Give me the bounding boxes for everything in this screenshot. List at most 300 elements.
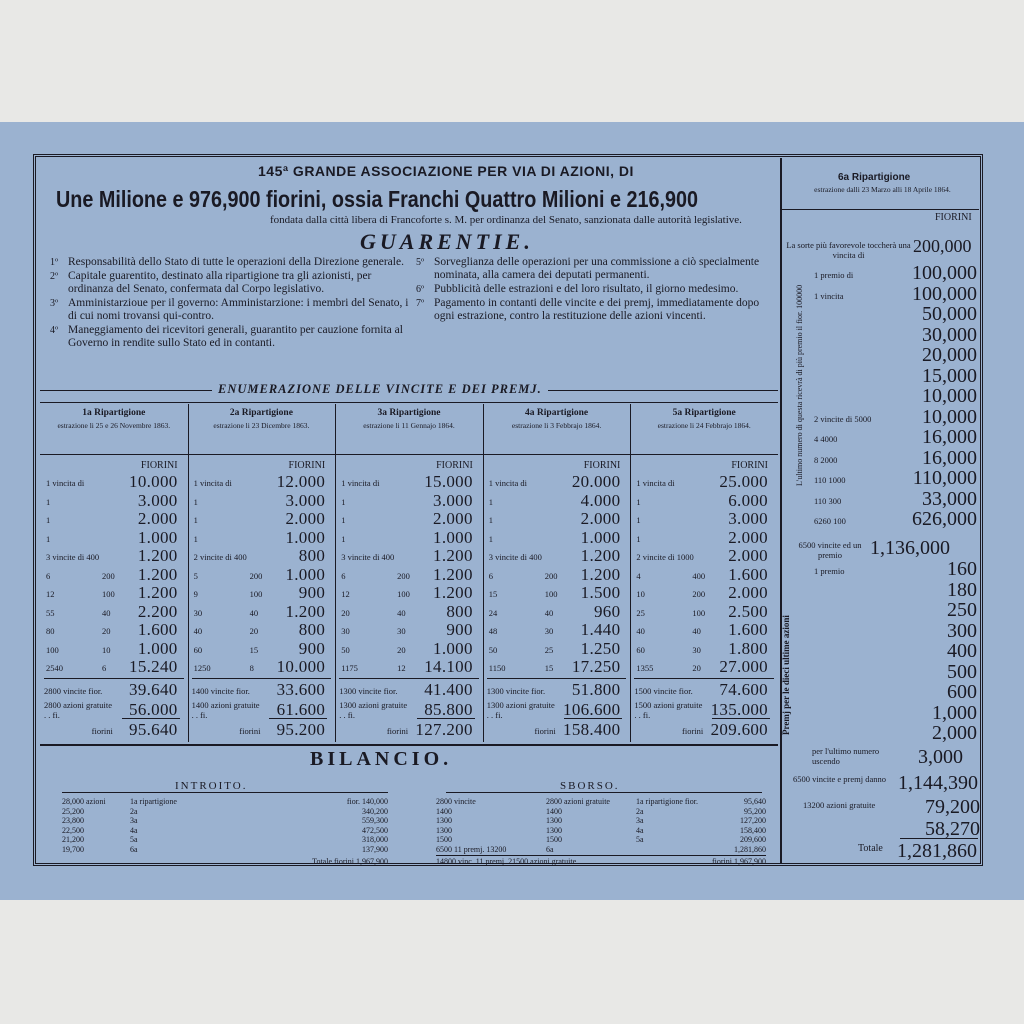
row-amount: 2.000 — [728, 583, 768, 602]
row-label: 24 — [488, 607, 498, 618]
row-label: 1 — [636, 515, 641, 525]
sixth-last-amount: 600 — [947, 681, 977, 703]
introito-rip: 4a — [130, 825, 138, 835]
row-unit: 100 — [544, 589, 558, 599]
ripartigione-name: 4a Ripartigione — [525, 408, 589, 418]
row-label: 1 vincita di — [193, 478, 232, 488]
row-unit: 200 — [397, 570, 410, 581]
row-label: 1150 — [488, 663, 506, 673]
row-unit: 8 — [249, 663, 254, 673]
total-amount: 127.200 — [415, 720, 473, 739]
total-amount: 209.600 — [710, 720, 768, 739]
rule — [335, 454, 483, 455]
row-amount: 1.600 — [137, 620, 178, 639]
row-amount: 2.000 — [728, 546, 768, 565]
row-unit: 40 — [249, 607, 259, 618]
introito-amount: 318,000 — [362, 835, 388, 844]
sborso-vincite: 1500 — [436, 835, 452, 844]
row-label: 30 — [193, 607, 203, 618]
rule — [564, 718, 622, 719]
guarantees-right-column — [416, 256, 771, 324]
row-label: 6 — [46, 570, 51, 581]
sixth-row-amount: 50,000 — [922, 303, 977, 325]
total-label: fiorini — [239, 726, 261, 736]
rule — [634, 678, 774, 679]
sborso-azioni: 1400 — [546, 806, 562, 816]
sum1-label: 2800 vincite fior. — [44, 686, 103, 696]
row-label: 1 vincita di — [341, 478, 380, 488]
row-label: 1 — [488, 496, 494, 507]
guarantee-text: Responsabilità dello Stato di tutte le operazioni della Direzione generale. — [68, 256, 404, 268]
row-amount: 900 — [446, 620, 473, 639]
row-label: 1 — [193, 496, 198, 507]
row-unit: 25 — [544, 644, 554, 655]
row-unit: 40 — [544, 607, 554, 618]
rule — [483, 454, 631, 455]
row-label: 40 — [193, 626, 203, 636]
row-unit: 6 — [101, 663, 107, 673]
rule — [188, 454, 336, 455]
row-amount: 1.800 — [728, 638, 768, 658]
row-label: 1250 — [193, 663, 211, 673]
sixth-last-uscendo: 3,000 — [918, 746, 963, 768]
sborso-rip: 5a — [636, 835, 644, 844]
sixth-row-label: 6260 100 — [814, 516, 846, 526]
sixth-row-amount: 16,000 — [922, 446, 977, 469]
ripartigione-name: 3a Ripartigione — [377, 408, 441, 418]
rule — [44, 678, 184, 679]
row-amount: 1.250 — [580, 638, 621, 658]
introito-azioni: 21,200 — [62, 835, 84, 844]
row-amount: 1.000 — [285, 564, 326, 584]
sixth-gratuite: 79,200 — [925, 796, 980, 818]
row-amount: 6.000 — [728, 490, 768, 510]
row-amount: 17.250 — [571, 657, 621, 676]
row-amount: 1.600 — [728, 620, 768, 639]
row-amount: 1.000 — [433, 638, 473, 658]
row-amount: 2.000 — [433, 509, 473, 528]
ripartigione-date: estrazione li 25 e 26 Novembre 1863. — [57, 421, 171, 430]
ripartigione-name: 5a Ripartigione — [672, 408, 736, 418]
sum1-label: 1300 vincite fior. — [339, 686, 398, 696]
row-amount: 800 — [298, 546, 326, 565]
row-unit: 40 — [397, 607, 406, 618]
row-unit: 20 — [397, 644, 406, 655]
row-amount: 3.000 — [728, 509, 768, 528]
sixth-last-amount: 400 — [947, 640, 977, 662]
fiorini-label: FIORINI — [583, 460, 621, 471]
sborso-vincite: 6500 11 premj. 13200 — [436, 844, 507, 854]
row-amount: 20.000 — [571, 472, 621, 491]
total-label: fiorini — [91, 726, 113, 736]
guarantee-number: 5º — [416, 257, 425, 268]
row-label: 1175 — [341, 663, 358, 673]
sborso-vincite: 1400 — [436, 806, 452, 816]
row-label: 2 vincite di 1000 — [636, 552, 694, 562]
row-label: 1 — [488, 533, 494, 544]
sixth-vertical-note: L'ultimo numero di questa ricevrà di più premio il fior. 100000 — [795, 284, 804, 486]
sborso-rip: 4a — [636, 825, 644, 835]
rule — [40, 454, 188, 455]
introito-azioni: 19,700 — [62, 844, 84, 854]
guarantee-number: 3º — [50, 298, 59, 309]
introito-azioni: 22,500 — [62, 825, 84, 835]
rule — [339, 678, 479, 679]
row-amount: 1.200 — [580, 546, 621, 565]
introito-heading: INTROITO. — [175, 780, 248, 792]
sixth-row-label: 110 1000 — [814, 475, 846, 485]
row-label: 55 — [46, 607, 55, 618]
row-unit: 10 — [101, 644, 111, 655]
row-unit: 30 — [544, 626, 554, 636]
sixth-last-amount: 500 — [947, 660, 977, 683]
sixth-vertical-last: Premj per le dieci ultime azioni — [781, 615, 791, 735]
sixth-danno-label: 6500 vincite e premj danno — [793, 774, 887, 784]
row-label: 50 — [488, 644, 498, 655]
introito-amount: fior. 140,000 — [346, 797, 388, 806]
sum2-amount: 61.600 — [276, 700, 326, 719]
sborso-amount: 127,200 — [740, 816, 766, 825]
enum-heading: ENUMERAZIONE DELLE VINCITE E DEI PREMJ. — [212, 382, 548, 397]
guarantee-text: Pagamento in contanti delle vincite e dei premj, immediatamente dopo ogni estrazione, contro la restituzione delle azioni vincenti. — [434, 297, 760, 322]
sixth-last-label: 1 premio — [814, 566, 845, 576]
sum2-label: 1300 azioni gratuite . . fi. — [339, 700, 408, 720]
sixth-gratuite-label: 13200 azioni gratuite — [803, 800, 876, 810]
rule — [900, 838, 978, 839]
rule — [40, 744, 778, 746]
row-label: 48 — [488, 626, 498, 636]
introito-rip: 6a — [130, 844, 138, 854]
row-label: 3 vincite di 400 — [341, 552, 395, 562]
sixth-row-amount: 10,000 — [922, 405, 977, 428]
row-label: 1 — [636, 496, 641, 507]
row-unit: 40 — [692, 626, 701, 636]
sixth-row-amount: 15,000 — [922, 364, 977, 387]
sixth-extra: 58,270 — [925, 818, 980, 840]
sum1-amount: 33.600 — [276, 680, 326, 699]
sum1-amount: 41.400 — [424, 680, 473, 699]
row-amount: 1.200 — [580, 564, 621, 584]
row-label: 1 — [636, 533, 641, 544]
row-amount: 2.000 — [580, 509, 621, 528]
fiorini-label: FIORINI — [140, 460, 178, 471]
introito-amount: 472,500 — [362, 825, 388, 835]
introito-amount: 340,200 — [362, 806, 388, 816]
ripartigioni-table — [40, 404, 778, 742]
introito-rip: 1a ripartigione — [130, 797, 177, 806]
sborso-heading: SBORSO. — [560, 780, 620, 792]
sum2-label: 1500 azioni gratuite . . fi. — [634, 700, 703, 720]
row-label: 1 — [46, 496, 51, 507]
row-amount: 1.000 — [137, 638, 178, 658]
sixth-row-label: 2 vincite di 5000 — [814, 413, 872, 424]
sixth-row-amount: 30,000 — [922, 323, 977, 346]
sixth-row-amount: 626,000 — [912, 508, 977, 530]
sum1-label: 1500 vincite fior. — [634, 686, 693, 696]
row-amount: 1.600 — [728, 564, 768, 584]
sum2-amount: 106.600 — [563, 700, 621, 719]
introito-azioni: 23,800 — [62, 816, 84, 825]
sum2-amount: 135.000 — [710, 700, 768, 719]
introito-rip: 3a — [130, 816, 138, 825]
guarantee-item — [416, 256, 771, 282]
row-unit: 15 — [544, 663, 554, 673]
rule — [630, 454, 778, 455]
row-label: 30 — [341, 626, 350, 636]
sborso-total-label: 14800 vinc. 11 premj. 21500 azioni gratuite — [436, 857, 577, 866]
row-label: 12 — [46, 589, 55, 599]
ripartigione-date: estrazione li 11 Gennajo 1864. — [363, 421, 455, 430]
sixth-last-amount: 300 — [947, 619, 977, 642]
rule — [40, 402, 778, 403]
row-amount: 800 — [446, 601, 473, 621]
sum2-amount: 56.000 — [129, 700, 178, 719]
sum1-amount: 39.640 — [129, 680, 178, 699]
total-label: fiorini — [386, 726, 409, 736]
row-amount: 1.200 — [137, 583, 178, 602]
guarantee-text: Capitale guarentito, destinato alla ripartigione tra gli azionisti, per ordinanza del Senato, confermata dal Corpo legislativo. — [68, 270, 372, 295]
row-unit: 30 — [397, 626, 406, 636]
row-label: 1 — [46, 533, 51, 544]
row-label: 10 — [636, 589, 645, 599]
introito-azioni: 28,000 azioni — [62, 797, 106, 806]
sum2-amount: 85.800 — [424, 700, 473, 719]
row-amount: 1.200 — [433, 583, 473, 602]
introito-azioni: 25,200 — [62, 806, 84, 816]
sixth-last-amount: 180 — [947, 578, 977, 601]
sixth-totale: 1,281,860 — [897, 840, 977, 862]
row-label: 60 — [193, 644, 203, 655]
sixth-row-label: 1 premio di — [814, 270, 854, 280]
sixth-row-label: 8 2000 — [814, 454, 838, 465]
rule — [782, 209, 979, 210]
sum1-amount: 51.800 — [571, 680, 621, 699]
row-unit: 20 — [692, 663, 701, 673]
sixth-totale-label: Totale — [858, 843, 883, 854]
ripartigione-date: estrazione li 23 Dicembre 1863. — [213, 421, 310, 430]
row-label: 1 — [46, 515, 51, 525]
guarantee-text: Maneggiamento dei ricevitori generali, guarantito per cauzione fornita al Governo in rendite sullo Stato ed in contanti. — [68, 324, 403, 349]
ripartigione-name: 2a Ripartigione — [229, 408, 293, 418]
row-amount: 4.000 — [580, 490, 621, 510]
title-line-3: fondata dalla città libera di Francoforte s. M. per ordinanza del Senato, sanzionata dalle autorità legislative. — [270, 214, 742, 226]
guarantee-item — [416, 283, 771, 296]
sixth-row-amount: 10,000 — [922, 385, 977, 407]
row-amount: 900 — [298, 583, 326, 602]
row-amount: 3.000 — [433, 490, 473, 510]
row-amount: 10.000 — [276, 657, 326, 676]
introito-amount: 137,900 — [362, 844, 388, 854]
sixth-row-amount: 20,000 — [922, 344, 977, 366]
sborso-vincite: 2800 vincite — [436, 797, 476, 806]
row-label: 50 — [341, 644, 350, 655]
rule — [446, 792, 762, 793]
row-amount: 2.000 — [728, 527, 768, 547]
row-label: 25 — [636, 607, 645, 618]
row-unit: 200 — [249, 570, 263, 581]
row-amount: 10.000 — [129, 472, 178, 491]
row-unit: 30 — [692, 644, 701, 655]
row-unit: 20 — [249, 626, 259, 636]
ripartigione-column — [630, 404, 778, 742]
row-label: 1 — [341, 515, 346, 525]
row-unit: 20 — [101, 626, 111, 636]
guarantee-number: 1º — [50, 257, 59, 268]
row-amount: 2.200 — [137, 601, 178, 621]
row-label: 9 — [193, 589, 198, 599]
sixth-row-label: 110 300 — [814, 495, 842, 506]
rule — [436, 855, 766, 856]
guarantees-left-column — [50, 256, 410, 351]
sixth-fiorini-label: FIORINI — [935, 212, 972, 223]
row-label: 1355 — [636, 663, 654, 673]
row-label: 2 vincite di 400 — [193, 552, 247, 562]
fiorini-label: FIORINI — [288, 460, 326, 471]
guarantee-item — [416, 297, 771, 323]
sborso-azioni: 1300 — [546, 825, 562, 835]
row-amount: 960 — [593, 601, 621, 621]
row-amount: 1.200 — [137, 564, 178, 584]
row-amount: 800 — [298, 620, 326, 639]
row-unit: 200 — [101, 570, 115, 581]
row-label: 80 — [46, 626, 55, 636]
guarantee-text: Sorveglianza delle operazioni per una commissione a ciò specialmente nominata, alla camera dei deputati permanenti. — [434, 256, 760, 281]
sum2-label: 1300 azioni gratuite . . fi. — [486, 700, 555, 720]
row-amount: 1.440 — [580, 620, 621, 639]
row-amount: 15.240 — [129, 657, 178, 676]
sixth-last-amount: 1,000 — [932, 701, 977, 724]
row-amount: 2.000 — [285, 509, 326, 528]
sixth-top-text: La sorte più favorevole toccherà una vincita di — [786, 240, 911, 260]
row-amount: 1.500 — [580, 583, 621, 602]
row-amount: 27.000 — [719, 657, 768, 676]
row-label: 1 — [488, 515, 494, 525]
row-label: 40 — [636, 626, 645, 636]
title-line-2: Une Milione e 976,900 fiorini, ossia Franchi Quattro Milioni e 216,900 — [56, 186, 698, 212]
guarantee-number: 2º — [50, 271, 59, 282]
introito-rip: 2a — [130, 806, 138, 816]
ripartigione-name: 1a Ripartigione — [82, 408, 146, 418]
fiorini-label: FIORINI — [731, 460, 768, 471]
guarantee-text: Amministarzioue per il governo: Amministarzione: i membri del Senato, i di cui nomi trovansi qui-contro. — [68, 297, 409, 322]
row-unit: 100 — [397, 589, 410, 599]
sixth-subtotal-label: 6500 vincite ed un premio — [798, 540, 862, 560]
row-amount: 2.000 — [137, 509, 178, 528]
guarantee-number: 4º — [50, 325, 59, 336]
sborso-azioni: 6a — [546, 844, 554, 854]
row-unit: 100 — [101, 589, 115, 599]
sborso-vincite: 1300 — [436, 816, 452, 825]
rule — [712, 718, 770, 719]
row-amount: 14.100 — [424, 657, 473, 676]
total-label: fiorini — [682, 726, 704, 736]
sixth-last-amount: 160 — [947, 558, 977, 580]
row-unit: 100 — [692, 607, 706, 618]
row-label: 4 — [636, 570, 641, 581]
row-unit: 100 — [249, 589, 263, 599]
row-amount: 1.200 — [285, 601, 326, 621]
guarantee-item — [50, 324, 410, 350]
row-label: 1 — [193, 515, 198, 525]
title-line-1: 145ª GRANDE ASSOCIAZIONE PER VIA DI AZIONI, DI — [258, 163, 634, 179]
row-label: 3 vincite di 400 — [46, 552, 100, 562]
rule — [417, 718, 475, 719]
row-label: 6 — [488, 570, 494, 581]
row-label: 1 — [193, 533, 198, 544]
ripartigione-date: estrazione li 3 Febbrajo 1864. — [511, 421, 602, 430]
row-label: 15 — [488, 589, 498, 599]
bilancio-heading: BILANCIO. — [310, 748, 453, 770]
row-label: 20 — [341, 607, 350, 618]
sborso-amount: 95,200 — [744, 806, 766, 816]
guarantee-item — [50, 297, 410, 323]
ripartigione-column — [483, 404, 631, 742]
row-amount: 1.200 — [433, 564, 473, 584]
row-unit: 40 — [101, 607, 111, 618]
row-amount: 2.500 — [728, 601, 768, 621]
sixth-row-amount: 33,000 — [922, 487, 977, 510]
row-amount: 1.000 — [580, 527, 621, 547]
sum1-label: 1300 vincite fior. — [486, 686, 546, 696]
row-label: 1 — [341, 496, 346, 507]
ripartigione-column — [40, 404, 188, 742]
sum1-label: 1400 vincite fior. — [191, 686, 250, 696]
rule — [269, 718, 327, 719]
rule — [192, 678, 332, 679]
rule — [487, 678, 627, 679]
sborso-vincite: 1300 — [436, 825, 452, 835]
sixth-date: estrazione dalli 23 Marzo alli 18 Aprile 1864. — [814, 185, 951, 194]
row-amount: 15.000 — [424, 472, 473, 491]
sixth-title: 6a Ripartigione — [838, 172, 911, 183]
sborso-amount: 158,400 — [740, 825, 766, 835]
guarantee-number: 7º — [416, 298, 425, 309]
sixth-row-label: 1 vincita — [814, 290, 844, 301]
sum2-label: 1400 azioni gratuite . . fi. — [191, 700, 260, 720]
row-unit: 15 — [249, 644, 259, 655]
sixth-top-amount: 200,000 — [913, 236, 972, 256]
row-label: 2540 — [46, 663, 63, 673]
sum1-amount: 74.600 — [719, 680, 768, 699]
sborso-amount: 1,281,860 — [734, 844, 766, 854]
total-amount: 95.200 — [276, 720, 326, 739]
guarantee-item — [50, 256, 410, 269]
ripartigione-column — [188, 404, 336, 742]
sborso-amount: 209,600 — [740, 835, 766, 844]
row-label: 1 vincita di — [636, 478, 675, 488]
guarantee-number: 6º — [416, 284, 425, 295]
row-amount: 3.000 — [285, 490, 326, 510]
row-unit: 400 — [692, 570, 706, 581]
sixth-last-uscendo-label: per l'ultimo numero uscendo — [812, 746, 880, 766]
introito-total: Totale fiorini 1,967,900 — [312, 857, 388, 866]
row-label: 1 vincita di — [46, 478, 85, 488]
introito-rip: 5a — [130, 835, 138, 844]
row-unit: 200 — [692, 589, 706, 599]
sixth-row-label: 4 4000 — [814, 434, 838, 444]
ripartigione-date: estrazione li 24 Febbrajo 1864. — [657, 421, 751, 430]
total-amount: 95.640 — [129, 720, 178, 739]
row-amount: 1.200 — [433, 546, 473, 565]
row-label: 1 vincita di — [488, 478, 528, 488]
sixth-subtotal: 1,136,000 — [870, 537, 950, 559]
ripartigione-column — [335, 404, 483, 742]
sborso-amount: 95,640 — [744, 797, 766, 806]
total-amount: 158.400 — [563, 720, 621, 739]
sixth-last-amount: 250 — [947, 599, 977, 621]
row-amount: 12.000 — [276, 472, 326, 491]
total-label: fiorini — [534, 726, 556, 736]
